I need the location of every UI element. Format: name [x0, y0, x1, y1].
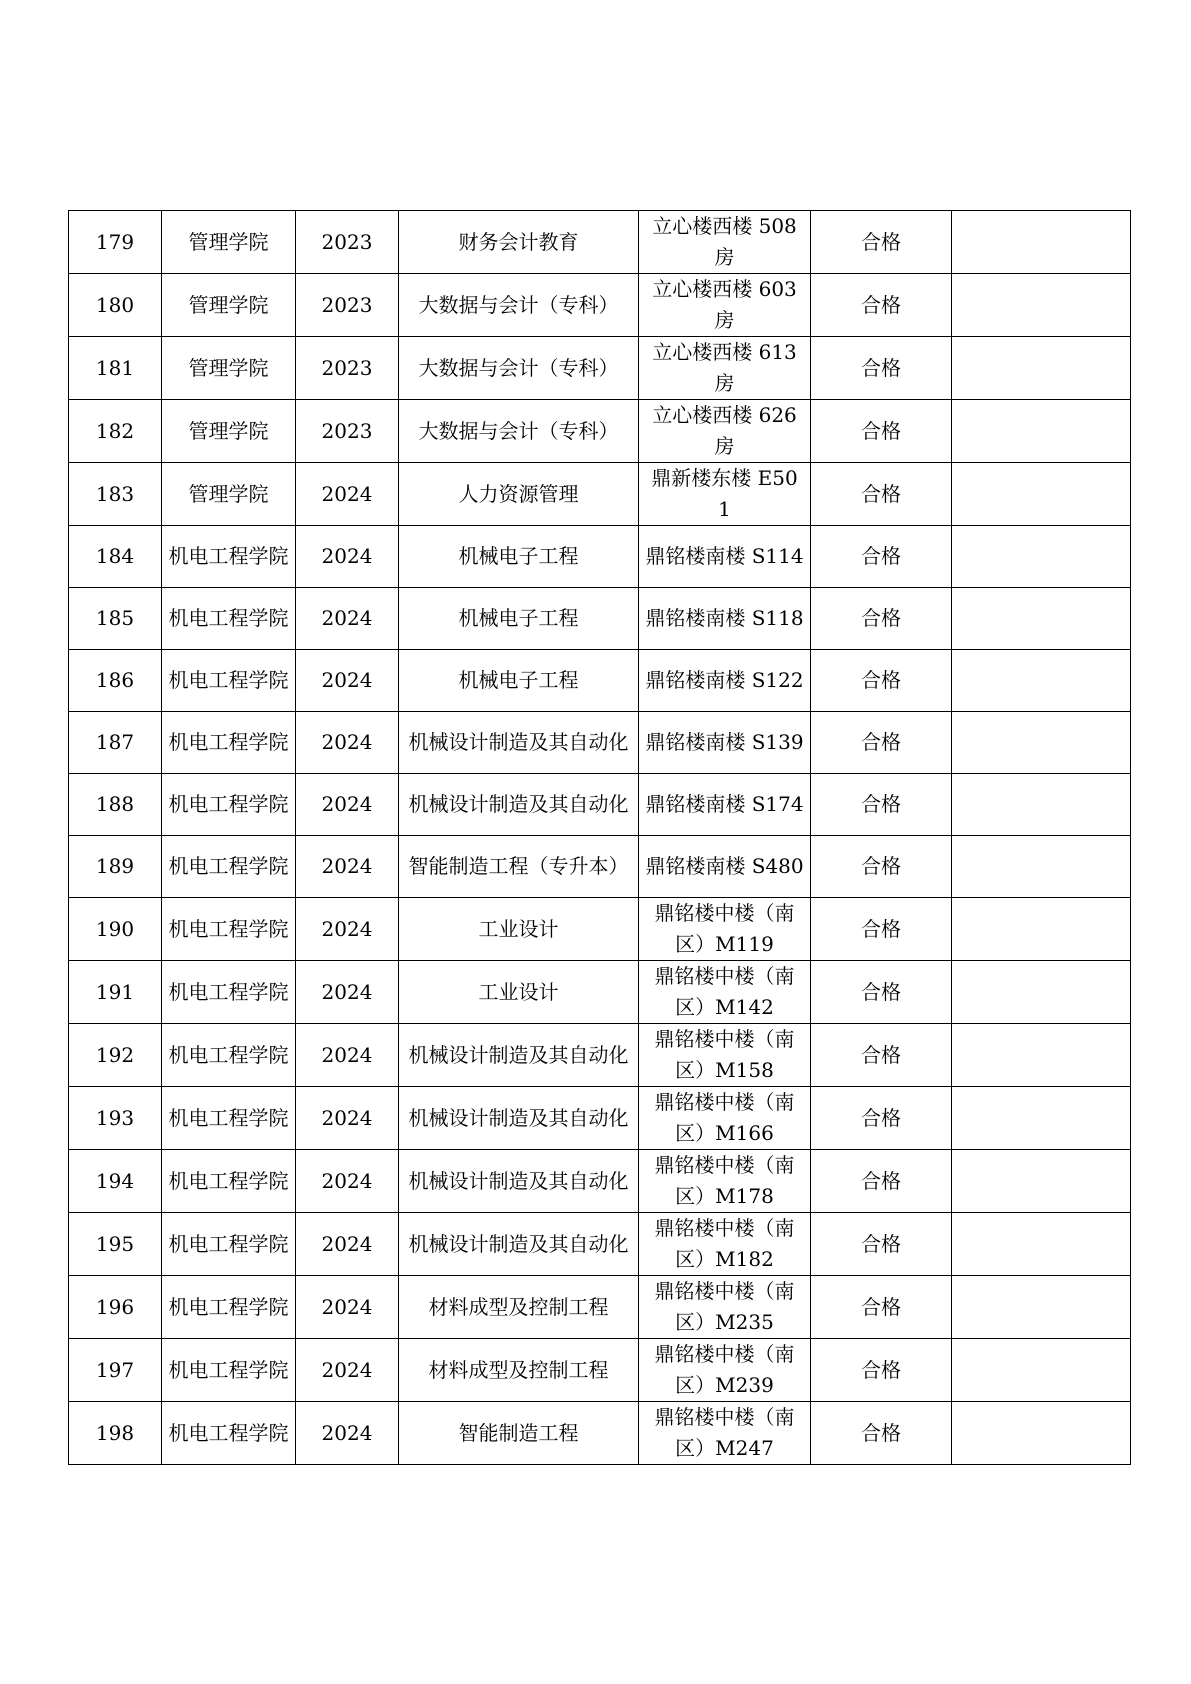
room-cell: 鼎铭楼中楼（南区）M247	[639, 1402, 811, 1465]
result-cell: 合格	[811, 650, 952, 712]
table-row	[69, 211, 1131, 274]
year-cell: 2024	[296, 1150, 399, 1213]
college-cell: 机电工程学院	[162, 1213, 296, 1276]
year-cell: 2024	[296, 836, 399, 898]
note-cell	[952, 1150, 1131, 1213]
college-cell: 机电工程学院	[162, 1276, 296, 1339]
row-number-cell: 182	[69, 400, 162, 463]
result-cell: 合格	[811, 1150, 952, 1213]
major-cell: 大数据与会计（专科）	[399, 274, 639, 337]
table-body	[69, 211, 1131, 1465]
year-cell: 2024	[296, 898, 399, 961]
row-number-cell: 190	[69, 898, 162, 961]
room-cell: 鼎新楼东楼 E501	[639, 463, 811, 526]
major-cell: 机械设计制造及其自动化	[399, 1150, 639, 1213]
year-cell: 2024	[296, 588, 399, 650]
major-cell: 机械电子工程	[399, 650, 639, 712]
room-cell: 立心楼西楼 626 房	[639, 400, 811, 463]
year-cell: 2024	[296, 961, 399, 1024]
result-cell: 合格	[811, 463, 952, 526]
college-cell: 机电工程学院	[162, 1024, 296, 1087]
major-cell: 智能制造工程	[399, 1402, 639, 1465]
year-cell: 2024	[296, 650, 399, 712]
room-cell: 鼎铭楼中楼（南区）M158	[639, 1024, 811, 1087]
note-cell	[952, 463, 1131, 526]
year-cell: 2024	[296, 1339, 399, 1402]
major-cell: 工业设计	[399, 898, 639, 961]
major-cell: 材料成型及控制工程	[399, 1339, 639, 1402]
row-number-cell: 194	[69, 1150, 162, 1213]
document-page	[68, 210, 1130, 1465]
room-cell: 立心楼西楼 603 房	[639, 274, 811, 337]
result-cell: 合格	[811, 1402, 952, 1465]
college-cell: 机电工程学院	[162, 712, 296, 774]
year-cell: 2023	[296, 211, 399, 274]
table-row	[69, 1276, 1131, 1339]
major-cell: 智能制造工程（专升本）	[399, 836, 639, 898]
row-number-cell: 188	[69, 774, 162, 836]
table-row	[69, 836, 1131, 898]
college-cell: 机电工程学院	[162, 836, 296, 898]
year-cell: 2023	[296, 274, 399, 337]
row-number-cell: 185	[69, 588, 162, 650]
year-cell: 2024	[296, 526, 399, 588]
room-cell: 立心楼西楼 613 房	[639, 337, 811, 400]
row-number-cell: 184	[69, 526, 162, 588]
college-cell: 机电工程学院	[162, 1402, 296, 1465]
result-cell: 合格	[811, 1213, 952, 1276]
table-row	[69, 1087, 1131, 1150]
room-cell: 鼎铭楼中楼（南区）M239	[639, 1339, 811, 1402]
row-number-cell: 189	[69, 836, 162, 898]
college-cell: 管理学院	[162, 400, 296, 463]
year-cell: 2023	[296, 337, 399, 400]
row-number-cell: 186	[69, 650, 162, 712]
result-cell: 合格	[811, 588, 952, 650]
table-row	[69, 337, 1131, 400]
college-cell: 管理学院	[162, 463, 296, 526]
row-number-cell: 195	[69, 1213, 162, 1276]
note-cell	[952, 274, 1131, 337]
table-row	[69, 1150, 1131, 1213]
major-cell: 机械电子工程	[399, 588, 639, 650]
note-cell	[952, 961, 1131, 1024]
row-number-cell: 198	[69, 1402, 162, 1465]
college-cell: 机电工程学院	[162, 898, 296, 961]
table-row	[69, 1339, 1131, 1402]
note-cell	[952, 1087, 1131, 1150]
room-cell: 鼎铭楼南楼 S122	[639, 650, 811, 712]
table-row	[69, 274, 1131, 337]
college-cell: 管理学院	[162, 274, 296, 337]
college-cell: 机电工程学院	[162, 588, 296, 650]
note-cell	[952, 836, 1131, 898]
table-row	[69, 1024, 1131, 1087]
room-cell: 鼎铭楼中楼（南区）M182	[639, 1213, 811, 1276]
room-cell: 立心楼西楼 508 房	[639, 211, 811, 274]
year-cell: 2024	[296, 1276, 399, 1339]
row-number-cell: 197	[69, 1339, 162, 1402]
dormitory-inspection-table	[68, 210, 1131, 1465]
year-cell: 2024	[296, 1402, 399, 1465]
room-cell: 鼎铭楼中楼（南区）M119	[639, 898, 811, 961]
result-cell: 合格	[811, 774, 952, 836]
major-cell: 机械设计制造及其自动化	[399, 1024, 639, 1087]
room-cell: 鼎铭楼南楼 S139	[639, 712, 811, 774]
major-cell: 机械电子工程	[399, 526, 639, 588]
result-cell: 合格	[811, 898, 952, 961]
note-cell	[952, 650, 1131, 712]
college-cell: 机电工程学院	[162, 650, 296, 712]
table-row	[69, 526, 1131, 588]
major-cell: 大数据与会计（专科）	[399, 337, 639, 400]
table-row	[69, 400, 1131, 463]
table-row	[69, 650, 1131, 712]
room-cell: 鼎铭楼南楼 S114	[639, 526, 811, 588]
note-cell	[952, 898, 1131, 961]
room-cell: 鼎铭楼中楼（南区）M178	[639, 1150, 811, 1213]
table-row	[69, 1213, 1131, 1276]
note-cell	[952, 337, 1131, 400]
note-cell	[952, 1402, 1131, 1465]
note-cell	[952, 774, 1131, 836]
year-cell: 2024	[296, 1087, 399, 1150]
note-cell	[952, 1276, 1131, 1339]
note-cell	[952, 588, 1131, 650]
room-cell: 鼎铭楼中楼（南区）M142	[639, 961, 811, 1024]
college-cell: 机电工程学院	[162, 1087, 296, 1150]
result-cell: 合格	[811, 337, 952, 400]
year-cell: 2024	[296, 774, 399, 836]
year-cell: 2024	[296, 712, 399, 774]
row-number-cell: 196	[69, 1276, 162, 1339]
result-cell: 合格	[811, 1339, 952, 1402]
result-cell: 合格	[811, 1087, 952, 1150]
major-cell: 工业设计	[399, 961, 639, 1024]
major-cell: 机械设计制造及其自动化	[399, 774, 639, 836]
result-cell: 合格	[811, 1276, 952, 1339]
room-cell: 鼎铭楼中楼（南区）M166	[639, 1087, 811, 1150]
note-cell	[952, 712, 1131, 774]
result-cell: 合格	[811, 836, 952, 898]
major-cell: 财务会计教育	[399, 211, 639, 274]
room-cell: 鼎铭楼南楼 S118	[639, 588, 811, 650]
year-cell: 2023	[296, 400, 399, 463]
result-cell: 合格	[811, 274, 952, 337]
table-row	[69, 712, 1131, 774]
row-number-cell: 192	[69, 1024, 162, 1087]
year-cell: 2024	[296, 1213, 399, 1276]
major-cell: 机械设计制造及其自动化	[399, 1213, 639, 1276]
row-number-cell: 193	[69, 1087, 162, 1150]
row-number-cell: 183	[69, 463, 162, 526]
college-cell: 管理学院	[162, 337, 296, 400]
table-row	[69, 898, 1131, 961]
major-cell: 机械设计制造及其自动化	[399, 712, 639, 774]
note-cell	[952, 1024, 1131, 1087]
note-cell	[952, 1339, 1131, 1402]
college-cell: 机电工程学院	[162, 526, 296, 588]
table-row	[69, 774, 1131, 836]
college-cell: 机电工程学院	[162, 961, 296, 1024]
college-cell: 机电工程学院	[162, 1339, 296, 1402]
major-cell: 人力资源管理	[399, 463, 639, 526]
row-number-cell: 187	[69, 712, 162, 774]
table-row	[69, 463, 1131, 526]
year-cell: 2024	[296, 463, 399, 526]
row-number-cell: 181	[69, 337, 162, 400]
room-cell: 鼎铭楼南楼 S174	[639, 774, 811, 836]
note-cell	[952, 400, 1131, 463]
note-cell	[952, 211, 1131, 274]
result-cell: 合格	[811, 961, 952, 1024]
major-cell: 材料成型及控制工程	[399, 1276, 639, 1339]
result-cell: 合格	[811, 211, 952, 274]
major-cell: 机械设计制造及其自动化	[399, 1087, 639, 1150]
table-row	[69, 588, 1131, 650]
table-row	[69, 1402, 1131, 1465]
row-number-cell: 180	[69, 274, 162, 337]
result-cell: 合格	[811, 712, 952, 774]
year-cell: 2024	[296, 1024, 399, 1087]
result-cell: 合格	[811, 1024, 952, 1087]
result-cell: 合格	[811, 400, 952, 463]
table-row	[69, 961, 1131, 1024]
room-cell: 鼎铭楼南楼 S480	[639, 836, 811, 898]
row-number-cell: 179	[69, 211, 162, 274]
college-cell: 管理学院	[162, 211, 296, 274]
result-cell: 合格	[811, 526, 952, 588]
row-number-cell: 191	[69, 961, 162, 1024]
note-cell	[952, 526, 1131, 588]
college-cell: 机电工程学院	[162, 774, 296, 836]
room-cell: 鼎铭楼中楼（南区）M235	[639, 1276, 811, 1339]
note-cell	[952, 1213, 1131, 1276]
college-cell: 机电工程学院	[162, 1150, 296, 1213]
major-cell: 大数据与会计（专科）	[399, 400, 639, 463]
